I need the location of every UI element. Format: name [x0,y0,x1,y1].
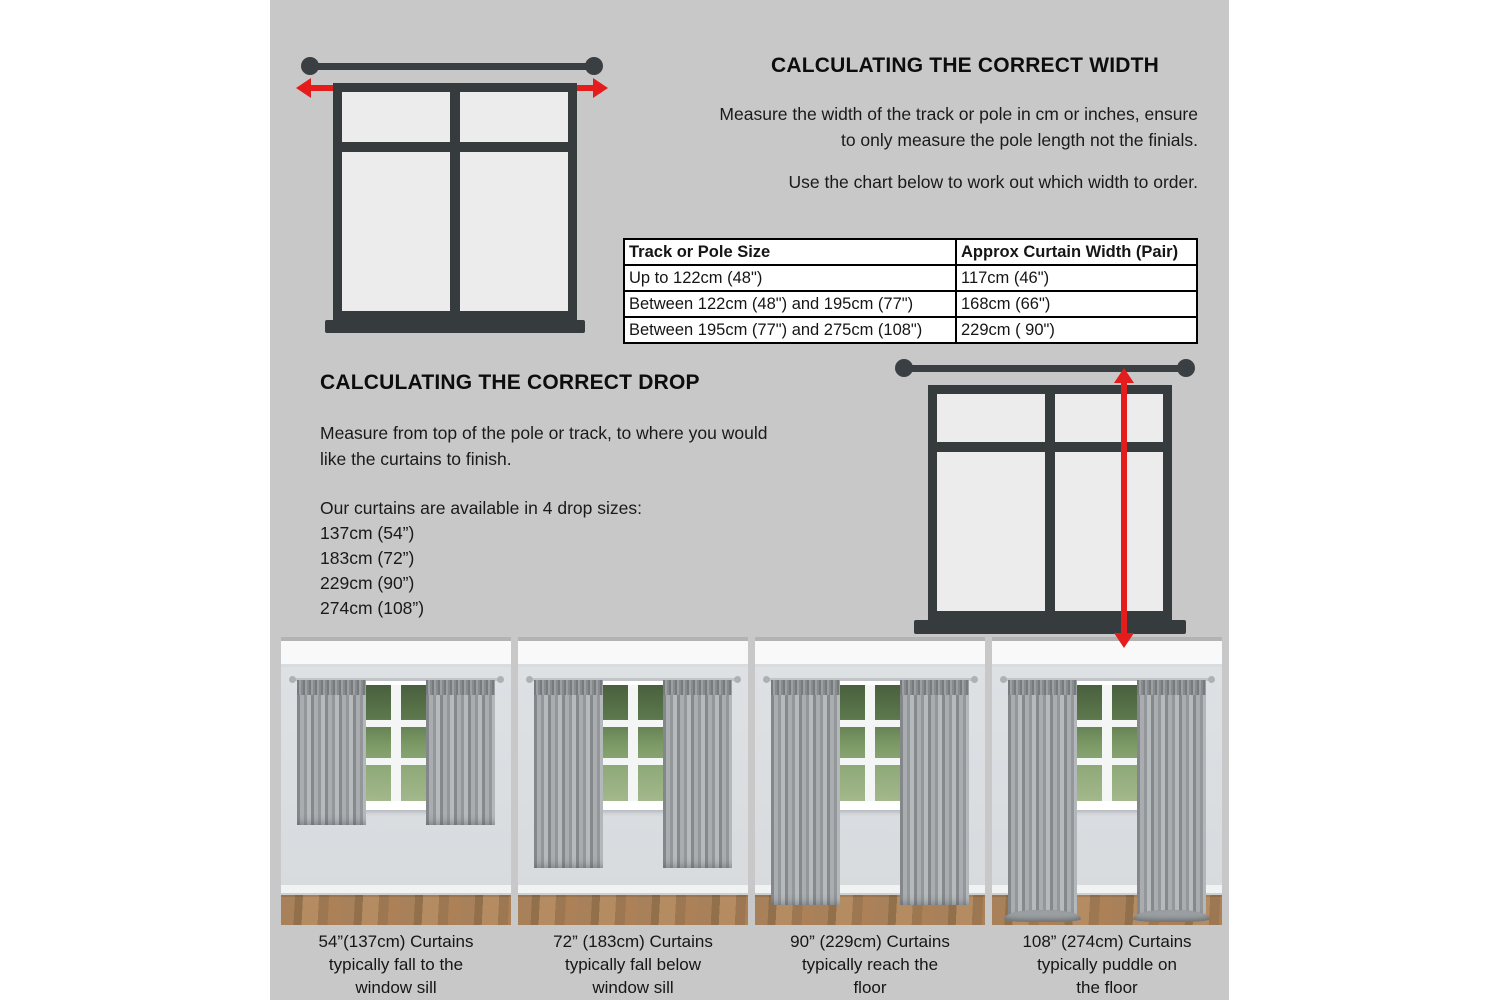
table-header-row [624,239,1197,265]
window-pane [1055,452,1163,611]
curtain-left [1008,680,1077,920]
table-cell: 117cm (46") [956,265,1197,291]
photo-curtains-54in [281,637,511,925]
photo-curtains-90in [755,637,985,925]
width-section-paragraph [620,101,1198,153]
width-chart-note: Use the chart below to work out which width to order. [788,172,1198,192]
ceiling [281,641,511,667]
table-cell: Up to 122cm (48") [624,265,956,291]
caption-line: floor [853,978,887,997]
skirting-board [518,885,748,895]
width-paragraph-line1: Measure the width of the track or pole in cm or inches, ensure [719,104,1198,124]
window-illustration-drop [928,385,1172,620]
window-pane [1055,394,1163,442]
caption-line: typically fall to the [328,955,464,974]
drop-size-item: 274cm (108”) [320,598,425,618]
window-pane [460,92,568,142]
infographic-canvas [270,0,1229,1000]
window-pane [342,152,450,311]
skirting-board [281,885,511,895]
table-header-pole-size: Track or Pole Size [624,239,956,265]
width-paragraph-line2: to only measure the pole length not the finials. [840,130,1198,150]
curtain-right [663,680,732,868]
caption-line: window sill [355,978,437,997]
ceiling [518,641,748,667]
window-pane [937,394,1045,442]
drop-sizes-list [320,521,890,621]
drop-section-title: CALCULATING THE CORRECT DROP [320,371,700,394]
wood-floor [518,895,748,925]
table-row [624,265,1197,291]
curtain-right [900,680,969,905]
caption-line: 90” (229cm) Curtains [790,932,950,951]
size-chart-table [623,238,1198,344]
table-row [624,291,1197,317]
curtain-pole-illustration [310,63,594,70]
table-header-curtain-width: Approx Curtain Width (Pair) [956,239,1197,265]
caption-72in [513,930,753,999]
pole-finial-right [1177,359,1195,377]
curtain-left [771,680,840,905]
wood-floor [281,895,511,925]
table-cell: 229cm ( 90") [956,317,1197,343]
drop-section-paragraph [320,420,890,472]
table-row [624,317,1197,343]
window-sill [325,320,585,333]
drop-size-item: 183cm (72”) [320,548,415,568]
caption-54in [276,930,516,999]
pole-finial-right [585,57,603,75]
drop-paragraph-line2: like the curtains to finish. [320,449,512,469]
window-pane [342,92,450,142]
window-sill [914,620,1186,634]
photo-curtains-108in [992,637,1222,925]
width-section-title: CALCULATING THE CORRECT WIDTH [770,54,1160,77]
caption-line: typically reach the [801,955,939,974]
curtain-left [297,680,366,825]
curtain-right [1137,680,1206,920]
curtain-left [534,680,603,868]
drop-sizes-intro: Our curtains are available in 4 drop sizes: [320,498,642,518]
caption-line: 54”(137cm) Curtains [318,932,474,951]
caption-line: the floor [1076,978,1138,997]
caption-line: typically fall below [564,955,702,974]
table-cell: Between 195cm (77") and 275cm (108") [624,317,956,343]
drop-size-item: 137cm (54”) [320,523,415,543]
caption-line: window sill [592,978,674,997]
ceiling [992,641,1222,667]
table-cell: 168cm (66") [956,291,1197,317]
caption-line: 72” (183cm) Curtains [553,932,713,951]
table-cell: Between 122cm (48") and 195cm (77") [624,291,956,317]
photo-curtains-72in [518,637,748,925]
drop-paragraph-line1: Measure from top of the pole or track, to where you would [320,423,768,443]
pole-finial-left [895,359,913,377]
curtain-pole-illustration [904,365,1186,372]
window-pane [937,452,1045,611]
ceiling [755,641,985,667]
window-illustration-width [333,83,577,320]
pole-finial-left [301,57,319,75]
curtain-right [426,680,495,825]
caption-line: 108” (274cm) Curtains [1022,932,1192,951]
window-pane [460,152,568,311]
drop-measure-arrow [1121,383,1127,633]
caption-line: typically puddle on [1037,955,1177,974]
caption-90in [750,930,990,999]
drop-size-item: 229cm (90”) [320,573,415,593]
caption-108in [987,930,1227,999]
